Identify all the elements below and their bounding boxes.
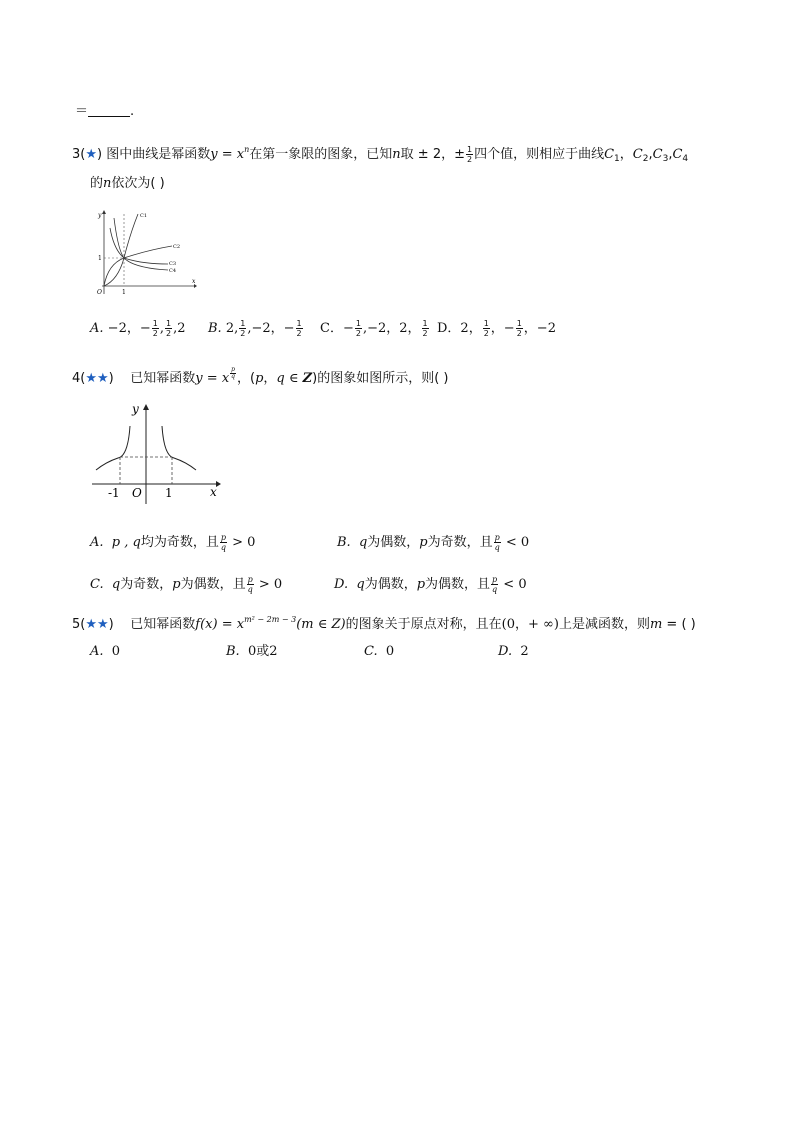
q3-difficulty-stars: ★ (85, 147, 97, 162)
q4-number-close: ) (108, 371, 114, 386)
q3-text-1: 图中曲线是幂函数 (106, 147, 211, 162)
q5-interval: (0，+ ∞) (501, 617, 559, 632)
q4-text-1: 已知幂函数 (130, 371, 196, 386)
q3-exp-n: n (244, 145, 250, 154)
q3-origin-label: O (97, 289, 102, 296)
q5-option-d[interactable]: D. 2 (498, 644, 529, 659)
q3-text-6: 依次为( ) (111, 176, 165, 191)
q3-label-c2: C2 (173, 244, 181, 250)
q4-var-x: x (221, 371, 230, 386)
answer-blank-line (75, 104, 134, 120)
q3-var-x: x (236, 147, 245, 162)
q3-eq: = (217, 147, 237, 162)
q3-curve-c2 (104, 246, 172, 286)
q4-right-branch (162, 426, 196, 470)
q4-tick-neg1: -1 (108, 486, 120, 500)
q3-number-close: ) (97, 147, 103, 162)
answer-blank[interactable] (88, 104, 130, 117)
q4-option-d[interactable]: D. q为偶数，p为偶数，且 $\frac{p}{q}$ < 0 (334, 575, 527, 594)
q4-y-arrow (143, 404, 149, 410)
q4-tick-1: 1 (165, 486, 173, 500)
q3-label-c1: C1 (140, 213, 148, 219)
q3-curve-c1 (104, 214, 138, 286)
q5-number-close: ) (108, 617, 114, 632)
q4-stem: 4(★★) 已知幂函数y = x $^{\frac{p}{q}}$ ，(p，q ∈ Z)的图象如图所示，则( ) (72, 366, 449, 386)
q4-number: 4( (72, 371, 86, 386)
q3-power-function-graph (88, 206, 198, 298)
q3-stem-line2 (90, 176, 165, 192)
q5-text-1: 已知幂函数 (130, 617, 196, 632)
q5-difficulty-stars: ★★ (85, 617, 109, 632)
q4-y-label: y (132, 402, 139, 416)
q3-text-3: 取 ± 2，± (400, 147, 465, 162)
q3-text-5: 的 (90, 176, 104, 191)
q4-var-y: y (195, 371, 203, 386)
q4-option-b[interactable]: B. q为偶数，p为奇数，且 $\frac{p}{q}$ < 0 (337, 533, 530, 552)
q5-option-c[interactable]: C. 0 (364, 644, 395, 659)
q3-y-arrow (102, 210, 106, 214)
q3-tick-1-y: 1 (98, 255, 102, 262)
q3-c1: C (604, 147, 615, 162)
q5-option-a[interactable]: A. 0 (90, 644, 121, 659)
period: . (130, 104, 135, 119)
q3-x-label: x (192, 278, 196, 285)
q4-even-power-graph (90, 400, 225, 508)
equals-sign: ＝ (75, 104, 89, 119)
q3-c4: C (672, 147, 683, 162)
q3-label-c4: C4 (169, 268, 177, 274)
q4-x-label: x (210, 485, 217, 499)
q5-option-b[interactable]: B. 0或2 (226, 644, 278, 659)
q3-tick-1-x: 1 (122, 289, 126, 296)
q3-option-a[interactable]: A. −2，− $\frac{1}{2}$ , $\frac{1}{2}$ ,2 (90, 319, 186, 338)
q3-var-n: n (392, 147, 401, 162)
q3-option-d[interactable]: D．2， $\frac{1}{2}$ ，− $\frac{1}{2}$ ，−2 (437, 319, 556, 338)
q4-text-2: )的图象如图所示，则( ) (312, 371, 449, 386)
q4-option-c[interactable]: C. q为奇数，p为偶数，且 $\frac{p}{q}$ > 0 (90, 575, 283, 594)
q3-var-n2: n (103, 176, 112, 191)
q3-number: 3( (72, 147, 86, 162)
q3-y-label: y (98, 212, 102, 219)
q4-difficulty-stars: ★★ (85, 371, 109, 386)
q4-origin-label: O (132, 486, 142, 500)
q3-c2: C (632, 147, 643, 162)
q4-left-branch (96, 426, 130, 470)
q5-number: 5( (72, 617, 86, 632)
q4-option-a[interactable]: A. p , q均为奇数，且 $\frac{p}{q}$ > 0 (90, 533, 256, 552)
q5-stem: 5(★★) 已知幂函数$f(x) = x^{m^2 - 2m - 3}(m$ ∈ Z)的图象关于原点对称，且在(0，+ ∞)上是减函数，则m = ( ) (72, 615, 696, 632)
q3-label-c3: C3 (169, 261, 177, 267)
q3-text-4: 四个值，则相应于曲线 (474, 147, 605, 162)
q3-option-c[interactable]: C．− $\frac{1}{2}$ ,−2，2， $\frac{1}{2}$ (320, 319, 428, 338)
q3-half-fraction: $\frac{1}{2}$ (466, 145, 473, 164)
q3-var-y: y (210, 147, 218, 162)
q3-option-b[interactable]: B. 2, $\frac{1}{2}$ ,−2，− $\frac{1}{2}$ (208, 319, 302, 338)
q5-exponent: m² − 2m − 3 (244, 615, 297, 624)
q3-c3: C (652, 147, 663, 162)
q3-text-2: 在第一象限的图象，已知 (249, 147, 393, 162)
q3-stem-line1: 3(★) 图中曲线是幂函数$y = x^n$在第一象限的图象，已知n取 ± 2，± $\frac{1}{2}$ 四个值，则相应于曲线$C_1$，$C_2,C_3,C_4$ (72, 145, 689, 164)
